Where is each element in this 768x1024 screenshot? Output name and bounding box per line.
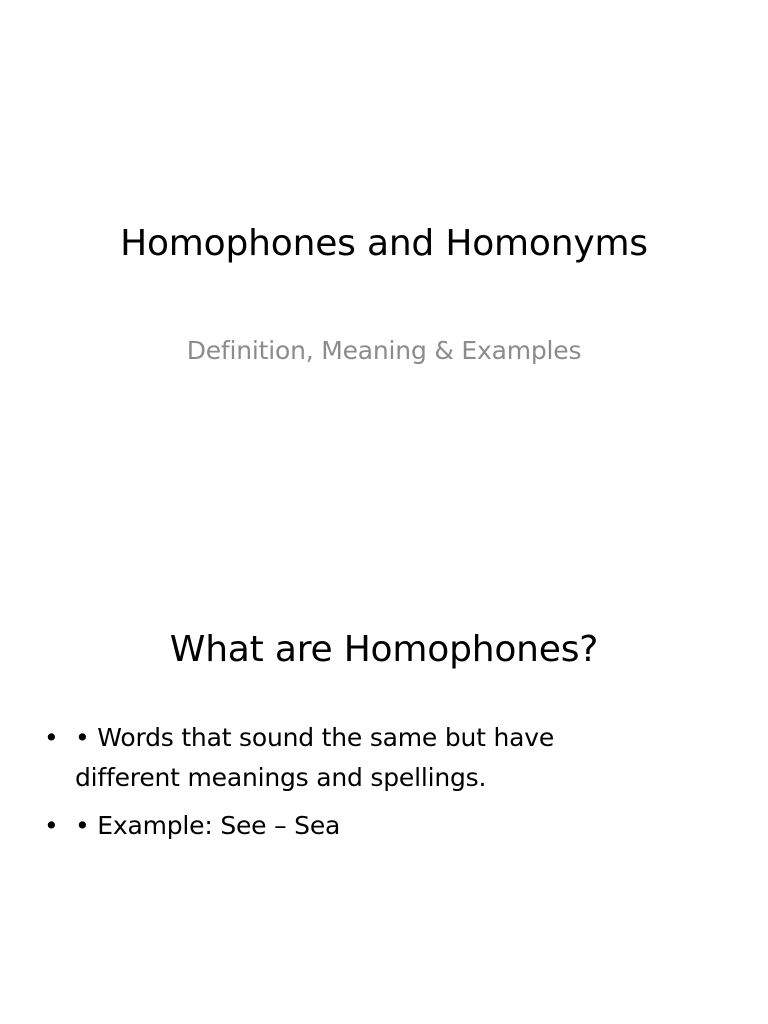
bullet-list (38, 718, 658, 854)
slide-subtitle: Definition, Meaning & Examples (186, 336, 582, 365)
bullet-item (38, 806, 658, 846)
bullet-text: • Example: See – Sea (75, 811, 341, 840)
bullet-text: • Words that sound the same but have different meanings and spellings. (75, 723, 555, 792)
slide-title-heading: Homophones and Homonyms (120, 223, 648, 264)
slide-homophones (0, 512, 768, 1024)
slide-heading: What are Homophones? (169, 629, 599, 670)
bullet-item (38, 718, 658, 798)
bullet-icon: • (44, 811, 59, 840)
bullet-icon: • (44, 723, 59, 752)
